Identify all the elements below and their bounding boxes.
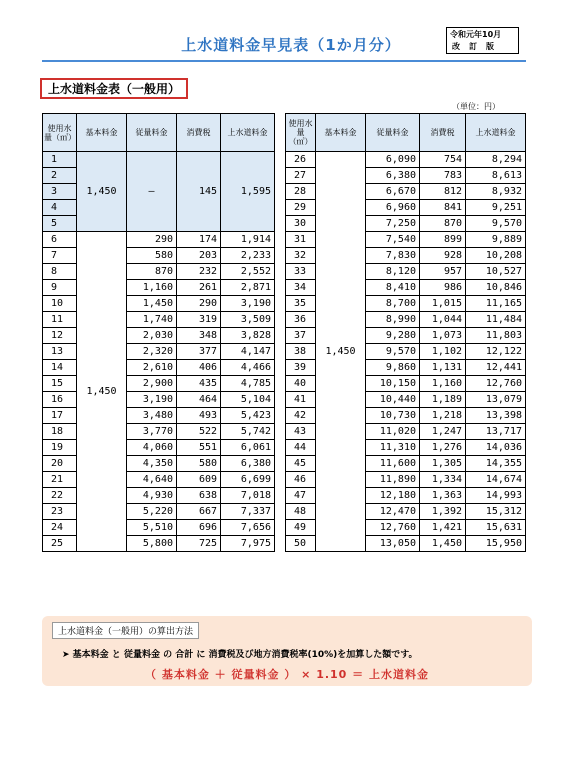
tax-cell: 464 <box>177 392 221 408</box>
calculation-formula: （ 基本料金 ＋ 従量料金 ） × 1.10 ＝ 上水道料金 <box>145 668 429 681</box>
metered-fee-cell: 4,930 <box>127 488 177 504</box>
header-total: 上水道料金 <box>221 114 275 152</box>
total-cell: 15,312 <box>466 504 526 520</box>
basic-fee-cell: 1,450 <box>77 232 127 552</box>
metered-fee-cell: 4,640 <box>127 472 177 488</box>
volume-cell: 29 <box>286 200 316 216</box>
volume-cell: 48 <box>286 504 316 520</box>
volume-cell: 18 <box>43 424 77 440</box>
metered-fee-cell: 2,320 <box>127 344 177 360</box>
total-cell: 14,355 <box>466 456 526 472</box>
revision-label: 改訂版 <box>452 42 503 51</box>
total-cell: 3,828 <box>221 328 275 344</box>
page-title: 上水道料金早見表（1か月分） <box>181 36 401 54</box>
volume-cell: 19 <box>43 440 77 456</box>
rate-table-right <box>285 113 526 552</box>
total-cell: 8,613 <box>466 168 526 184</box>
tax-cell: 841 <box>420 200 466 216</box>
basic-fee-cell: 1,450 <box>77 152 127 232</box>
volume-cell: 5 <box>43 216 77 232</box>
total-cell: 12,441 <box>466 360 526 376</box>
basic-fee-cell: 1,450 <box>316 152 366 552</box>
volume-cell: 9 <box>43 280 77 296</box>
total-cell: 14,993 <box>466 488 526 504</box>
volume-cell: 26 <box>286 152 316 168</box>
tax-cell: 290 <box>177 296 221 312</box>
metered-fee-cell: 11,600 <box>366 456 420 472</box>
volume-cell: 21 <box>43 472 77 488</box>
tax-cell: 348 <box>177 328 221 344</box>
volume-cell: 38 <box>286 344 316 360</box>
metered-fee-cell: 10,440 <box>366 392 420 408</box>
volume-cell: 22 <box>43 488 77 504</box>
volume-cell: 16 <box>43 392 77 408</box>
tax-cell: 1,363 <box>420 488 466 504</box>
metered-fee-cell: 3,770 <box>127 424 177 440</box>
tax-cell: 1,392 <box>420 504 466 520</box>
total-cell: 14,674 <box>466 472 526 488</box>
total-cell: 11,165 <box>466 296 526 312</box>
tax-cell: 319 <box>177 312 221 328</box>
tax-cell: 232 <box>177 264 221 280</box>
metered-fee-cell: 8,120 <box>366 264 420 280</box>
title-rule <box>42 60 526 62</box>
metered-fee-cell: 12,180 <box>366 488 420 504</box>
calculation-box <box>42 616 532 686</box>
volume-cell: 14 <box>43 360 77 376</box>
total-cell: 13,079 <box>466 392 526 408</box>
total-cell: 14,036 <box>466 440 526 456</box>
total-cell: 4,147 <box>221 344 275 360</box>
total-cell: 12,122 <box>466 344 526 360</box>
metered-fee-cell: 7,830 <box>366 248 420 264</box>
table-row <box>43 232 275 248</box>
total-cell: 5,742 <box>221 424 275 440</box>
volume-cell: 47 <box>286 488 316 504</box>
tax-cell: 1,189 <box>420 392 466 408</box>
volume-cell: 49 <box>286 520 316 536</box>
metered-fee-cell: 8,700 <box>366 296 420 312</box>
tax-cell: 1,044 <box>420 312 466 328</box>
metered-fee-cell: 13,050 <box>366 536 420 552</box>
total-cell: 8,932 <box>466 184 526 200</box>
metered-fee-cell: 5,510 <box>127 520 177 536</box>
volume-cell: 32 <box>286 248 316 264</box>
total-cell: 15,950 <box>466 536 526 552</box>
table-row <box>43 152 275 168</box>
total-cell: 9,889 <box>466 232 526 248</box>
volume-cell: 20 <box>43 456 77 472</box>
volume-cell: 34 <box>286 280 316 296</box>
volume-cell: 6 <box>43 232 77 248</box>
tax-cell: 174 <box>177 232 221 248</box>
tax-cell: 493 <box>177 408 221 424</box>
header-tax: 消費税 <box>420 114 466 152</box>
header-total: 上水道料金 <box>466 114 526 152</box>
revision-box <box>446 27 519 54</box>
volume-cell: 15 <box>43 376 77 392</box>
volume-cell: 7 <box>43 248 77 264</box>
total-cell: 13,398 <box>466 408 526 424</box>
metered-fee-cell: 290 <box>127 232 177 248</box>
volume-cell: 30 <box>286 216 316 232</box>
tax-cell: 1,276 <box>420 440 466 456</box>
metered-fee-cell: 8,990 <box>366 312 420 328</box>
tax-cell: 986 <box>420 280 466 296</box>
metered-fee-cell: 10,150 <box>366 376 420 392</box>
calculation-description: ➤ 基本料金 と 従量料金 の 合計 に 消費税及び地方消費税率(10%)を加算した額です。 <box>62 650 418 660</box>
total-cell: 7,656 <box>221 520 275 536</box>
tax-cell: 638 <box>177 488 221 504</box>
total-cell: 13,717 <box>466 424 526 440</box>
header-basic: 基本料金 <box>316 114 366 152</box>
metered-fee-cell: 4,060 <box>127 440 177 456</box>
metered-fee-cell: 6,670 <box>366 184 420 200</box>
total-cell: 9,251 <box>466 200 526 216</box>
volume-cell: 33 <box>286 264 316 280</box>
header-basic: 基本料金 <box>77 114 127 152</box>
tax-cell: 145 <box>177 152 221 232</box>
metered-fee-cell: 6,090 <box>366 152 420 168</box>
total-cell: 7,975 <box>221 536 275 552</box>
metered-fee-cell: 1,160 <box>127 280 177 296</box>
total-cell: 6,699 <box>221 472 275 488</box>
volume-cell: 50 <box>286 536 316 552</box>
metered-fee-cell: 9,570 <box>366 344 420 360</box>
metered-fee-cell: 10,730 <box>366 408 420 424</box>
volume-cell: 10 <box>43 296 77 312</box>
volume-cell: 8 <box>43 264 77 280</box>
volume-cell: 44 <box>286 440 316 456</box>
total-cell: 2,233 <box>221 248 275 264</box>
tax-cell: 1,218 <box>420 408 466 424</box>
volume-cell: 37 <box>286 328 316 344</box>
volume-cell: 36 <box>286 312 316 328</box>
volume-cell: 43 <box>286 424 316 440</box>
tax-cell: 522 <box>177 424 221 440</box>
volume-cell: 11 <box>43 312 77 328</box>
tax-cell: 1,450 <box>420 536 466 552</box>
tax-cell: 725 <box>177 536 221 552</box>
volume-cell: 28 <box>286 184 316 200</box>
tax-cell: 261 <box>177 280 221 296</box>
total-cell: 6,061 <box>221 440 275 456</box>
tax-cell: 435 <box>177 376 221 392</box>
metered-fee-cell: 2,610 <box>127 360 177 376</box>
tax-cell: 1,131 <box>420 360 466 376</box>
metered-fee-cell: 5,220 <box>127 504 177 520</box>
metered-fee-cell: 5,800 <box>127 536 177 552</box>
total-cell: 2,871 <box>221 280 275 296</box>
total-cell: 1,595 <box>221 152 275 232</box>
tax-cell: 1,102 <box>420 344 466 360</box>
metered-fee-cell: 3,480 <box>127 408 177 424</box>
total-cell: 10,846 <box>466 280 526 296</box>
total-cell: 10,527 <box>466 264 526 280</box>
volume-cell: 40 <box>286 376 316 392</box>
metered-fee-cell: 2,030 <box>127 328 177 344</box>
total-cell: 15,631 <box>466 520 526 536</box>
calculation-label: 上水道料金（一般用）の算出方法 <box>52 622 199 639</box>
total-cell: 10,208 <box>466 248 526 264</box>
metered-fee-cell: 7,250 <box>366 216 420 232</box>
volume-cell: 35 <box>286 296 316 312</box>
metered-fee-cell: 1,450 <box>127 296 177 312</box>
tax-cell: 1,421 <box>420 520 466 536</box>
metered-fee-cell: 11,310 <box>366 440 420 456</box>
metered-fee-cell: 870 <box>127 264 177 280</box>
metered-fee-cell: 11,020 <box>366 424 420 440</box>
header-metered: 従量料金 <box>366 114 420 152</box>
metered-fee-cell: 4,350 <box>127 456 177 472</box>
total-cell: 12,760 <box>466 376 526 392</box>
volume-cell: 13 <box>43 344 77 360</box>
metered-fee-cell: 3,190 <box>127 392 177 408</box>
tax-cell: 1,247 <box>420 424 466 440</box>
tax-cell: 203 <box>177 248 221 264</box>
total-cell: 11,484 <box>466 312 526 328</box>
tax-cell: 551 <box>177 440 221 456</box>
tax-cell: 899 <box>420 232 466 248</box>
revision-date: 令和元年10月 <box>450 30 502 39</box>
volume-cell: 4 <box>43 200 77 216</box>
header-volume: 使用水量（㎥） <box>43 114 77 152</box>
volume-cell: 12 <box>43 328 77 344</box>
total-cell: 7,337 <box>221 504 275 520</box>
tax-cell: 1,305 <box>420 456 466 472</box>
header-tax: 消費税 <box>177 114 221 152</box>
tax-cell: 609 <box>177 472 221 488</box>
total-cell: 7,018 <box>221 488 275 504</box>
volume-cell: 25 <box>43 536 77 552</box>
volume-cell: 46 <box>286 472 316 488</box>
tax-cell: 754 <box>420 152 466 168</box>
metered-fee-cell: 7,540 <box>366 232 420 248</box>
volume-cell: 45 <box>286 456 316 472</box>
total-cell: 9,570 <box>466 216 526 232</box>
unit-note: （単位：円） <box>452 102 500 111</box>
total-cell: 1,914 <box>221 232 275 248</box>
header-metered: 従量料金 <box>127 114 177 152</box>
metered-fee-cell: 9,860 <box>366 360 420 376</box>
metered-fee-cell: 8,410 <box>366 280 420 296</box>
volume-cell: 31 <box>286 232 316 248</box>
tax-cell: 812 <box>420 184 466 200</box>
tax-cell: 1,073 <box>420 328 466 344</box>
total-cell: 3,190 <box>221 296 275 312</box>
tax-cell: 696 <box>177 520 221 536</box>
volume-cell: 24 <box>43 520 77 536</box>
volume-cell: 23 <box>43 504 77 520</box>
tax-cell: 377 <box>177 344 221 360</box>
tax-cell: 667 <box>177 504 221 520</box>
table-row <box>286 152 526 168</box>
metered-fee-cell: 12,760 <box>366 520 420 536</box>
metered-fee-cell: — <box>127 152 177 232</box>
tax-cell: 928 <box>420 248 466 264</box>
volume-cell: 3 <box>43 184 77 200</box>
total-cell: 4,466 <box>221 360 275 376</box>
volume-cell: 27 <box>286 168 316 184</box>
volume-cell: 2 <box>43 168 77 184</box>
total-cell: 6,380 <box>221 456 275 472</box>
volume-cell: 17 <box>43 408 77 424</box>
tax-cell: 406 <box>177 360 221 376</box>
volume-cell: 42 <box>286 408 316 424</box>
total-cell: 8,294 <box>466 152 526 168</box>
total-cell: 5,423 <box>221 408 275 424</box>
tax-cell: 783 <box>420 168 466 184</box>
total-cell: 5,104 <box>221 392 275 408</box>
metered-fee-cell: 11,890 <box>366 472 420 488</box>
metered-fee-cell: 6,380 <box>366 168 420 184</box>
metered-fee-cell: 580 <box>127 248 177 264</box>
total-cell: 11,803 <box>466 328 526 344</box>
tax-cell: 870 <box>420 216 466 232</box>
total-cell: 4,785 <box>221 376 275 392</box>
metered-fee-cell: 12,470 <box>366 504 420 520</box>
volume-cell: 1 <box>43 152 77 168</box>
header-volume: 使用水量（㎥） <box>286 114 316 152</box>
tax-cell: 1,334 <box>420 472 466 488</box>
tax-cell: 580 <box>177 456 221 472</box>
total-cell: 2,552 <box>221 264 275 280</box>
metered-fee-cell: 2,900 <box>127 376 177 392</box>
table-subtitle: 上水道料金表（一般用） <box>40 78 188 99</box>
tax-cell: 1,160 <box>420 376 466 392</box>
tax-cell: 957 <box>420 264 466 280</box>
metered-fee-cell: 6,960 <box>366 200 420 216</box>
metered-fee-cell: 9,280 <box>366 328 420 344</box>
rate-table-left <box>42 113 275 552</box>
volume-cell: 39 <box>286 360 316 376</box>
volume-cell: 41 <box>286 392 316 408</box>
total-cell: 3,509 <box>221 312 275 328</box>
metered-fee-cell: 1,740 <box>127 312 177 328</box>
tax-cell: 1,015 <box>420 296 466 312</box>
